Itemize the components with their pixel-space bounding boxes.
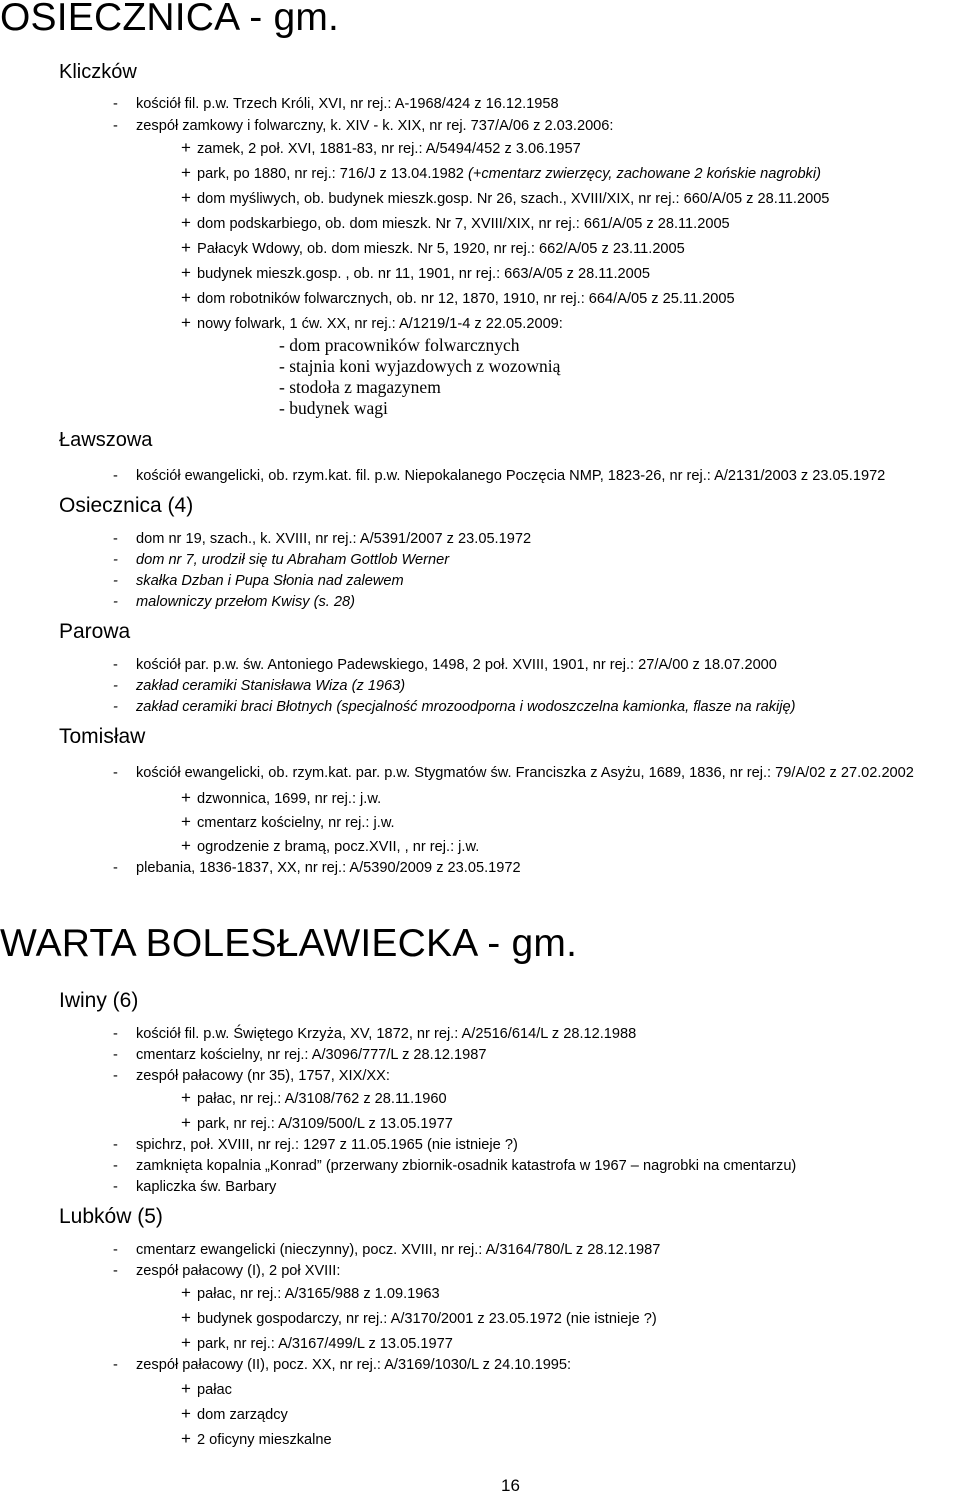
list-item: - zakład ceramiki braci Błotnych (specjalność mrozoodporna i wodoszczelna kamionka, flasze na rakiję)	[113, 699, 796, 715]
sub-list-item: + cmentarz kościelny, nr rej.: j.w.	[181, 812, 395, 831]
list-item: - kapliczka św. Barbary	[113, 1179, 277, 1195]
list-item: - zespół pałacowy (I), 2 poł XVIII:	[113, 1263, 341, 1279]
folwark-item: - dom pracowników folwarcznych	[279, 335, 520, 355]
folwark-item: - stodoła z magazynem	[279, 377, 441, 397]
list-item: - dom nr 19, szach., k. XVIII, nr rej.: A/5391/2007 z 23.05.1972	[113, 531, 532, 547]
sub-list-item: + zamek, 2 poł. XVI, 1881-83, nr rej.: A/5494/452 z 3.06.1957	[181, 138, 581, 157]
folwark-item: - budynek wagi	[279, 398, 388, 418]
section-title: WARTA BOLESŁAWIECKA - gm.	[0, 922, 578, 965]
place-heading: Kliczków	[59, 61, 137, 83]
sub-list-item: + dom robotników folwarcznych, ob. nr 12, 1870, 1910, nr rej.: 664/A/05 z 25.11.2005	[181, 288, 735, 307]
list-item: - zamknięta kopalnia „Konrad” (przerwany zbiornik-osadnik katastrofa w 1967 – nagrobki na cmentarzu)	[113, 1158, 797, 1174]
sub-list-item: + dom podskarbiego, ob. dom mieszk. Nr 7, XVIII/XIX, nr rej.: 661/A/05 z 28.11.2005	[181, 213, 730, 232]
list-item: - kościół ewangelicki, ob. rzym.kat. fil. p.w. Niepokalanego Poczęcia NMP, 1823-26, nr rej.: A/2131/2003 z 23.05.1972	[113, 468, 886, 484]
list-item: - kościół fil. p.w. Świętego Krzyża, XV, 1872, nr rej.: A/2516/614/L z 28.12.1988	[113, 1026, 637, 1042]
sub-list-item: + budynek gospodarczy, nr rej.: A/3170/2001 z 23.05.1972 (nie istnieje ?)	[181, 1308, 657, 1327]
page-number: 16	[501, 1476, 520, 1495]
sub-list-item: + dom myśliwych, ob. budynek mieszk.gosp. Nr 26, szach., XVIII/XIX, nr rej.: 660/A/05 z 28.11.2005	[181, 188, 830, 207]
sub-list-item: + budynek mieszk.gosp. , ob. nr 11, 1901, nr rej.: 663/A/05 z 28.11.2005	[181, 263, 650, 282]
list-item: - kościół ewangelicki, ob. rzym.kat. par. p.w. Stygmatów św. Franciszka z Asyżu, 1689, 1836, nr rej.: 79/A/02 z 27.02.2002	[113, 765, 914, 781]
place-heading: Iwiny (6)	[59, 989, 139, 1012]
sub-list-item: + dom zarządcy	[181, 1404, 288, 1423]
sub-list-item: + park, po 1880, nr rej.: 716/J z 13.04.1982 (+cmentarz zwierzęcy, zachowane 2 końskie nagrobki)	[181, 163, 821, 182]
list-item: - spichrz, poł. XVIII, nr rej.: 1297 z 11.05.1965 (nie istnieje ?)	[113, 1137, 518, 1153]
sub-list-item: + dzwonnica, 1699, nr rej.: j.w.	[181, 788, 382, 807]
list-item: - skałka Dzban i Pupa Słonia nad zalewem	[113, 573, 404, 589]
list-item: - plebania, 1836-1837, XX, nr rej.: A/5390/2009 z 23.05.1972	[113, 860, 521, 876]
place-heading: Tomisław	[59, 725, 146, 748]
place-heading: Osiecznica (4)	[59, 494, 194, 517]
list-item: - cmentarz ewangelicki (nieczynny), pocz. XVIII, nr rej.: A/3164/780/L z 28.12.1987	[113, 1242, 661, 1258]
list-item: - kościół par. p.w. św. Antoniego Padewskiego, 1498, 2 poł. XVIII, 1901, nr rej.: 27/A/00 z 18.07.2000	[113, 657, 777, 673]
sub-list-item: + park, nr rej.: A/3109/500/L z 13.05.1977	[181, 1113, 453, 1132]
sub-list-item: + pałac, nr rej.: A/3108/762 z 28.11.1960	[181, 1088, 447, 1107]
place-heading: Parowa	[59, 620, 131, 643]
sub-list-item: + Pałacyk Wdowy, ob. dom mieszk. Nr 5, 1920, nr rej.: 662/A/05 z 23.11.2005	[181, 238, 685, 257]
place-heading: Lubków (5)	[59, 1205, 163, 1228]
list-item: - dom nr 7, urodził się tu Abraham Gottlob Werner	[113, 552, 450, 568]
folwark-item: - stajnia koni wyjazdowych z wozownią	[279, 356, 561, 376]
sub-list-item: + nowy folwark, 1 ćw. XX, nr rej.: A/1219/1-4 z 22.05.2009:	[181, 313, 563, 332]
list-item: - zespół zamkowy i folwarczny, k. XIV - k. XIX, nr rej. 737/A/06 z 2.03.2006:	[113, 118, 614, 134]
section-title: OSIECZNICA - gm.	[0, 0, 340, 39]
list-item: - kościół fil. p.w. Trzech Króli, XVI, nr rej.: A-1968/424 z 16.12.1958	[113, 96, 559, 112]
list-item: - zespół pałacowy (II), pocz. XX, nr rej.: A/3169/1030/L z 24.10.1995:	[113, 1357, 572, 1373]
place-heading: Ławszowa	[59, 429, 153, 451]
list-item: - zespół pałacowy (nr 35), 1757, XIX/XX:	[113, 1068, 390, 1084]
sub-list-item: + pałac, nr rej.: A/3165/988 z 1.09.1963	[181, 1283, 440, 1302]
list-item: - malowniczy przełom Kwisy (s. 28)	[113, 594, 355, 610]
sub-list-item: + ogrodzenie z bramą, pocz.XVII, , nr rej.: j.w.	[181, 836, 480, 855]
sub-list-item: + 2 oficyny mieszkalne	[181, 1429, 332, 1448]
sub-list-item: + pałac	[181, 1379, 232, 1398]
sub-list-item: + park, nr rej.: A/3167/499/L z 13.05.1977	[181, 1333, 453, 1352]
list-item: - zakład ceramiki Stanisława Wiza (z 1963)	[113, 678, 406, 694]
list-item: - cmentarz kościelny, nr rej.: A/3096/777/L z 28.12.1987	[113, 1047, 487, 1063]
